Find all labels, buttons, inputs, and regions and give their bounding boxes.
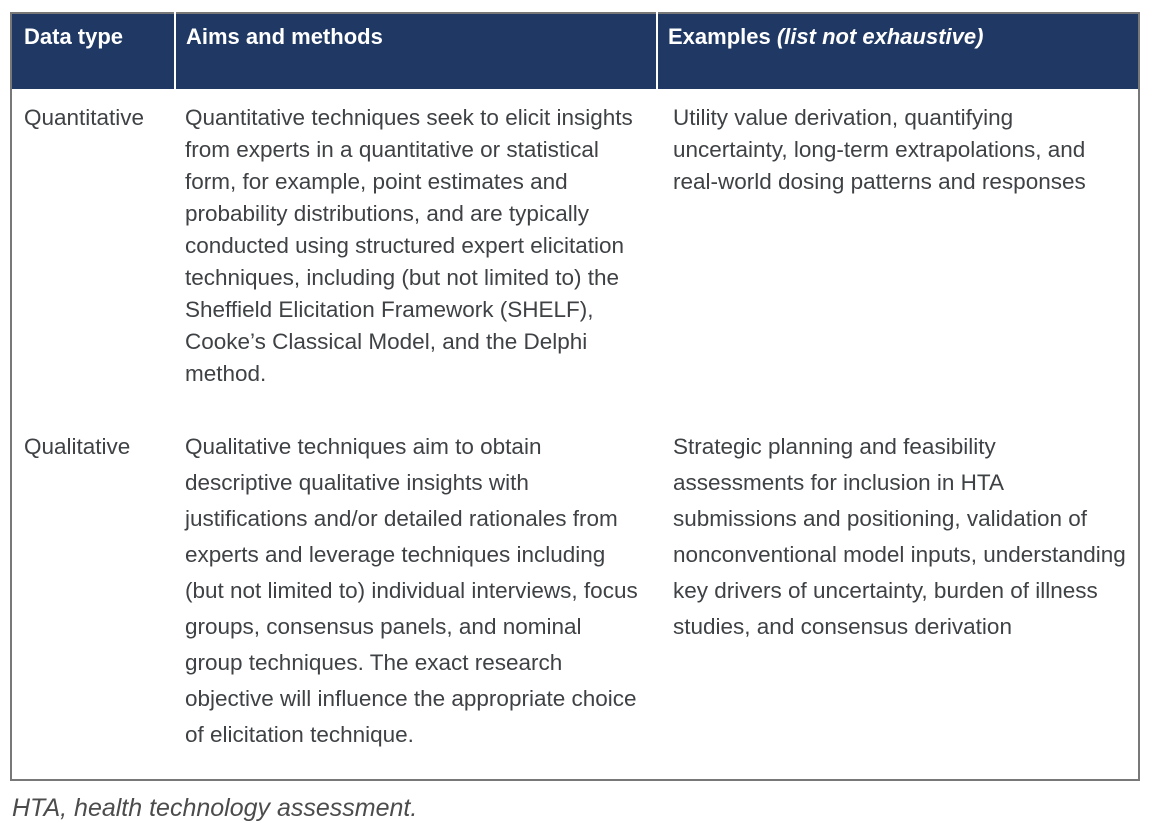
cell-examples-quantitative: Utility value derivation, quantifying uncertainty, long-term extrapolations, and real-world dosing patterns and responses (673, 105, 1086, 194)
examples-header-label: Examples (668, 24, 771, 49)
col-header-data-type: Data type (11, 13, 175, 89)
col-header-aims-and-methods: Aims and methods (175, 13, 657, 89)
cell-data-type-qualitative: Qualitative (24, 434, 131, 459)
table-row-quantitative (11, 89, 1139, 416)
cell-aims-methods-quantitative: Quantitative techniques seek to elicit insights from experts in a quantitative or statistical form, for example, point estimates and probability distributions, and are typically conducted using structured expert elicitation techniques, including (but not limited to) the Sheffield Elicitation Framework (SHELF), Cooke’s Classical Model, and the Delphi method. (185, 105, 633, 386)
expert-elicitation-table (10, 12, 1140, 781)
header-row (11, 13, 1139, 89)
cell-aims-methods-qualitative: Qualitative techniques aim to obtain descriptive qualitative insights with justifications and/or detailed rationales from experts and leverage techniques including (but not limited to) individual interviews, focus groups, consensus panels, and nominal group techniques. The exact research objective will influence the appropriate choice of elicitation technique. (185, 434, 638, 747)
table-footnote: HTA, health technology assessment. (12, 794, 418, 822)
col-header-examples (657, 13, 1139, 89)
examples-header-qualifier: (list not exhaustive) (776, 24, 984, 49)
cell-examples-qualitative: Strategic planning and feasibility assessments for inclusion in HTA submissions and positioning, validation of nonconventional model inputs, understanding key drivers of uncertainty, burden of illness studies, and consensus derivation (673, 434, 1126, 639)
table-row-qualitative (11, 416, 1139, 780)
cell-data-type-quantitative: Quantitative (24, 105, 145, 130)
